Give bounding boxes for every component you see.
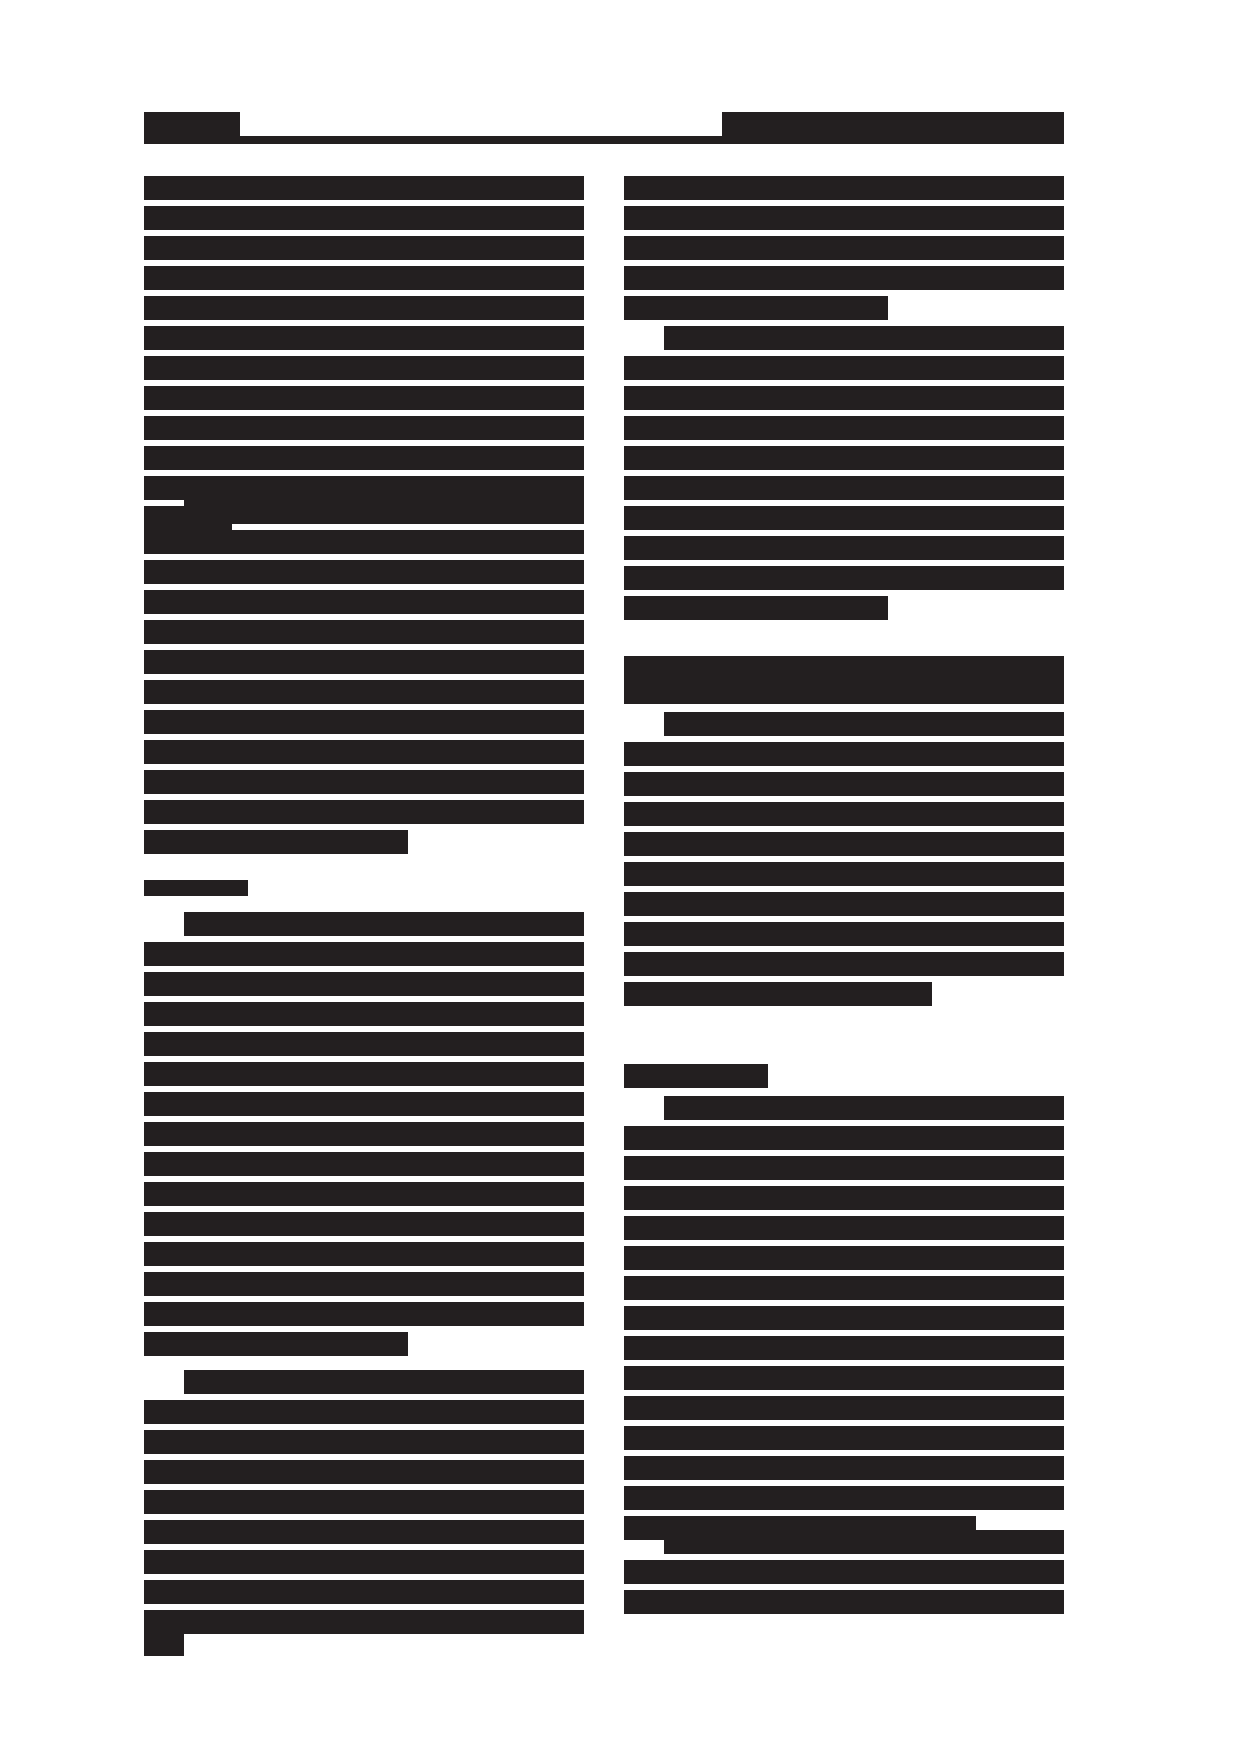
- text-line: [144, 356, 584, 380]
- text-line: [624, 982, 932, 1006]
- text-line: [144, 680, 584, 704]
- text-line: [144, 266, 584, 290]
- running-head-left: [144, 112, 240, 136]
- text-line: [144, 1182, 584, 1206]
- text-line: [624, 1246, 1064, 1270]
- text-line: [144, 326, 584, 350]
- running-head-right-text: [722, 112, 723, 113]
- text-line: [624, 416, 1064, 440]
- text-line: [144, 1520, 584, 1544]
- text-line: [144, 710, 584, 734]
- text-line: [184, 912, 584, 936]
- text-line: [624, 1426, 1064, 1450]
- text-line: [624, 176, 1064, 200]
- text-line: [624, 566, 1064, 590]
- text-line: [144, 1430, 584, 1454]
- text-line: [624, 1186, 1064, 1210]
- text-line: [144, 476, 584, 500]
- text-line: [144, 1302, 584, 1326]
- text-line: [144, 800, 584, 824]
- section-heading: [624, 656, 1064, 704]
- text-line: [144, 206, 584, 230]
- text-line: [144, 530, 584, 554]
- text-line: [144, 560, 584, 584]
- text-line: [624, 1396, 1064, 1420]
- text-line: [144, 1092, 584, 1116]
- section-heading: [144, 880, 248, 896]
- text-line: [144, 176, 584, 200]
- text-line: [624, 952, 1064, 976]
- running-head-left-text: [144, 112, 145, 113]
- text-line: [184, 1370, 584, 1394]
- text-line: [144, 942, 584, 966]
- text-line: [624, 236, 1064, 260]
- text-line: [144, 590, 584, 614]
- text-line: [624, 1306, 1064, 1330]
- text-line: [664, 1096, 1064, 1120]
- text-line: [624, 296, 888, 320]
- text-line: [624, 1156, 1064, 1180]
- text-line: [664, 1530, 1064, 1554]
- header-rule: [144, 136, 1064, 144]
- text-line: [144, 1460, 584, 1484]
- text-line: [624, 1126, 1064, 1150]
- text-line: [624, 922, 1064, 946]
- text-line: [144, 1062, 584, 1086]
- running-head-right: [722, 112, 1064, 136]
- text-line: [144, 1272, 584, 1296]
- text-line: [664, 712, 1064, 736]
- text-line: [144, 830, 408, 854]
- text-line: [144, 1332, 408, 1356]
- text-line: [144, 1002, 584, 1026]
- text-line: [144, 972, 584, 996]
- section-heading: [624, 1064, 768, 1088]
- text-line: [144, 1212, 584, 1236]
- text-line: [144, 236, 584, 260]
- text-line: [624, 206, 1064, 230]
- text-line: [624, 386, 1064, 410]
- text-line: [624, 862, 1064, 886]
- text-line: [624, 742, 1064, 766]
- text-line: [144, 620, 584, 644]
- text-line: [624, 506, 1064, 530]
- text-line: [624, 832, 1064, 856]
- text-line: [144, 446, 584, 470]
- text-line: [624, 802, 1064, 826]
- text-line: [144, 1580, 584, 1604]
- text-line: [144, 1122, 584, 1146]
- text-line: [624, 1276, 1064, 1300]
- text-line: [144, 1490, 584, 1514]
- text-line: [624, 1456, 1064, 1480]
- text-line: [144, 740, 584, 764]
- text-line: [624, 476, 1064, 500]
- text-line: [144, 416, 584, 440]
- text-line: [624, 1590, 1064, 1614]
- text-line: [144, 650, 584, 674]
- text-line: [624, 892, 1064, 916]
- text-line: [144, 1610, 584, 1634]
- text-line: [144, 296, 584, 320]
- text-line: [624, 1366, 1064, 1390]
- text-line: [144, 1152, 584, 1176]
- text-line: [664, 326, 1064, 350]
- text-line: [624, 446, 1064, 470]
- text-line: [144, 1032, 584, 1056]
- text-line: [144, 1400, 584, 1424]
- text-line: [624, 536, 1064, 560]
- text-line: [144, 1550, 584, 1574]
- text-line: [624, 772, 1064, 796]
- text-line: [624, 596, 888, 620]
- text-line: [144, 386, 584, 410]
- text-line: [144, 1242, 584, 1266]
- text-line: [624, 1486, 1064, 1510]
- text-line: [624, 1336, 1064, 1360]
- text-line: [624, 1560, 1064, 1584]
- text-line: [624, 356, 1064, 380]
- text-line: [624, 266, 1064, 290]
- page-number: [144, 1632, 184, 1656]
- text-line: [144, 770, 584, 794]
- text-line: [624, 1216, 1064, 1240]
- text-line: [184, 500, 584, 524]
